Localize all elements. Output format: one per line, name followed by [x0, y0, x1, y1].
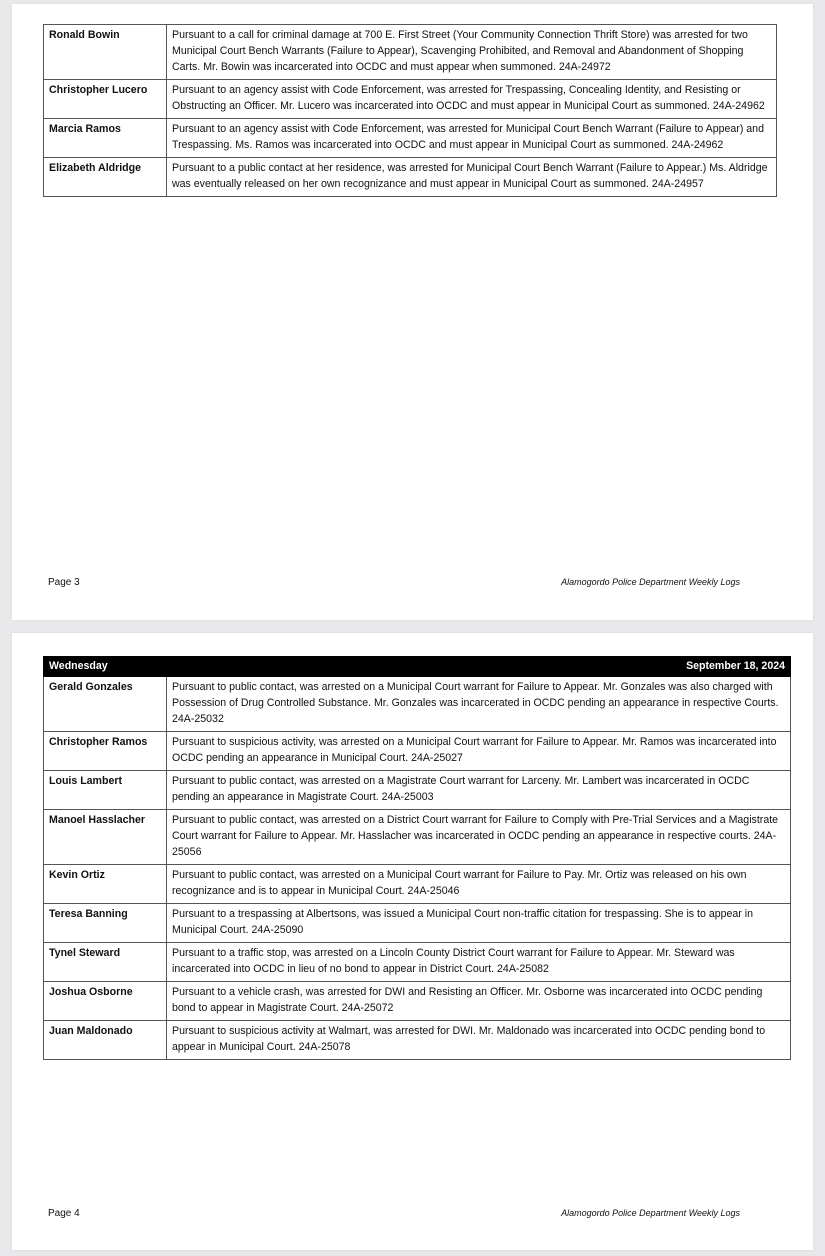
document-page-3 — [12, 4, 813, 620]
arrest-log-table — [43, 24, 777, 197]
arrestee-name: Ronald Bowin — [44, 25, 167, 80]
arrestee-name: Christopher Ramos — [44, 732, 167, 771]
arrestee-name: Marcia Ramos — [44, 119, 167, 158]
day-label: Wednesday — [44, 657, 167, 677]
arrestee-name: Louis Lambert — [44, 771, 167, 810]
arrest-description: Pursuant to a traffic stop, was arrested on a Lincoln County District Court warrant for Failure to Appear. Mr. Steward was incarcerated into OCDC in lieu of no bond to appear in District Court. 24A-25082 — [167, 943, 791, 982]
arrestee-name: Christopher Lucero — [44, 80, 167, 119]
arrest-description: Pursuant to suspicious activity at Walmart, was arrested for DWI. Mr. Maldonado was incarcerated into OCDC pending bond to appear in Municipal Court. 24A-25078 — [167, 1021, 791, 1060]
table-row — [44, 119, 777, 158]
arrest-description: Pursuant to public contact, was arrested on a Magistrate Court warrant for Larceny. Mr. Lambert was incarcerated in OCDC pending an appearance in Magistrate Court. 24A-25003 — [167, 771, 791, 810]
arrest-description: Pursuant to public contact, was arrested on a District Court warrant for Failure to Comply with Pre-Trial Services and a Magistrate Court warrant for Failure to Appear. Mr. Hasslacher was incarcerated in OCDC pending an appearance in respective courts. 24A-25056 — [167, 810, 791, 865]
table-row — [44, 1021, 791, 1060]
arrest-description: Pursuant to suspicious activity, was arrested on a Municipal Court warrant for Failure to Appear. Mr. Ramos was incarcerated into OCDC pending an appearance in Municipal Court. 24A-25027 — [167, 732, 791, 771]
arrestee-name: Joshua Osborne — [44, 982, 167, 1021]
arrest-description: Pursuant to public contact, was arrested on a Municipal Court warrant for Failure to Pay. Mr. Ortiz was released on his own recognizance and is to appear in Municipal Court. 24A-25046 — [167, 865, 791, 904]
table-row — [44, 732, 791, 771]
table-row — [44, 904, 791, 943]
day-header-row — [44, 657, 791, 677]
arrest-description: Pursuant to public contact, was arrested on a Municipal Court warrant for Failure to Appear. Mr. Gonzales was also charged with Possession of Drug Controlled Substance. Mr. Gonzales was incarcerated in OCDC pending an appearance in respective Courts. 24A-25032 — [167, 677, 791, 732]
arrest-log-table — [43, 656, 791, 1060]
table-row — [44, 80, 777, 119]
table-row — [44, 810, 791, 865]
table-row — [44, 982, 791, 1021]
arrestee-name: Tynel Steward — [44, 943, 167, 982]
arrestee-name: Teresa Banning — [44, 904, 167, 943]
table-row — [44, 158, 777, 197]
table-row — [44, 25, 777, 80]
arrest-description: Pursuant to a call for criminal damage at 700 E. First Street (Your Community Connection Thrift Store) was arrested for two Municipal Court Bench Warrants (Failure to Appear), Scavenging Prohibited, and Removal and Abandonment of Shopping Carts. Mr. Bowin was incarcerated into OCDC and must appear when summoned. 24A-24972 — [167, 25, 777, 80]
arrest-description: Pursuant to an agency assist with Code Enforcement, was arrested for Municipal Court Bench Warrant (Failure to Appear) and Trespassing. Ms. Ramos was incarcerated into OCDC and must appear in Municipal Court as summoned. 24A-24962 — [167, 119, 777, 158]
arrest-description: Pursuant to a trespassing at Albertsons, was issued a Municipal Court non-traffic citation for trespassing. She is to appear in Municipal Court. 24A-25090 — [167, 904, 791, 943]
arrestee-name: Juan Maldonado — [44, 1021, 167, 1060]
footer-title: Alamogordo Police Department Weekly Logs — [561, 577, 740, 587]
arrest-description: Pursuant to a vehicle crash, was arrested for DWI and Resisting an Officer. Mr. Osborne was incarcerated into OCDC pending bond to appear in Magistrate Court. 24A-25072 — [167, 982, 791, 1021]
page-number: Page 4 — [48, 1208, 80, 1219]
table-row — [44, 677, 791, 732]
table-row — [44, 865, 791, 904]
arrestee-name: Elizabeth Aldridge — [44, 158, 167, 197]
table-row — [44, 943, 791, 982]
footer-title: Alamogordo Police Department Weekly Logs — [561, 1208, 740, 1218]
arrestee-name: Kevin Ortiz — [44, 865, 167, 904]
table-row — [44, 771, 791, 810]
document-page-4 — [12, 633, 813, 1250]
arrestee-name: Manoel Hasslacher — [44, 810, 167, 865]
arrest-description: Pursuant to a public contact at her residence, was arrested for Municipal Court Bench Warrant (Failure to Appear.) Ms. Aldridge was eventually released on her own recognizance and must appear in Municipal Court as summoned. 24A-24957 — [167, 158, 777, 197]
arrestee-name: Gerald Gonzales — [44, 677, 167, 732]
page-number: Page 3 — [48, 577, 80, 588]
date-label: September 18, 2024 — [167, 657, 791, 677]
arrest-description: Pursuant to an agency assist with Code Enforcement, was arrested for Trespassing, Concealing Identity, and Resisting or Obstructing an Officer. Mr. Lucero was incarcerated into OCDC and must appear in Municipal Court as summoned. 24A-24962 — [167, 80, 777, 119]
